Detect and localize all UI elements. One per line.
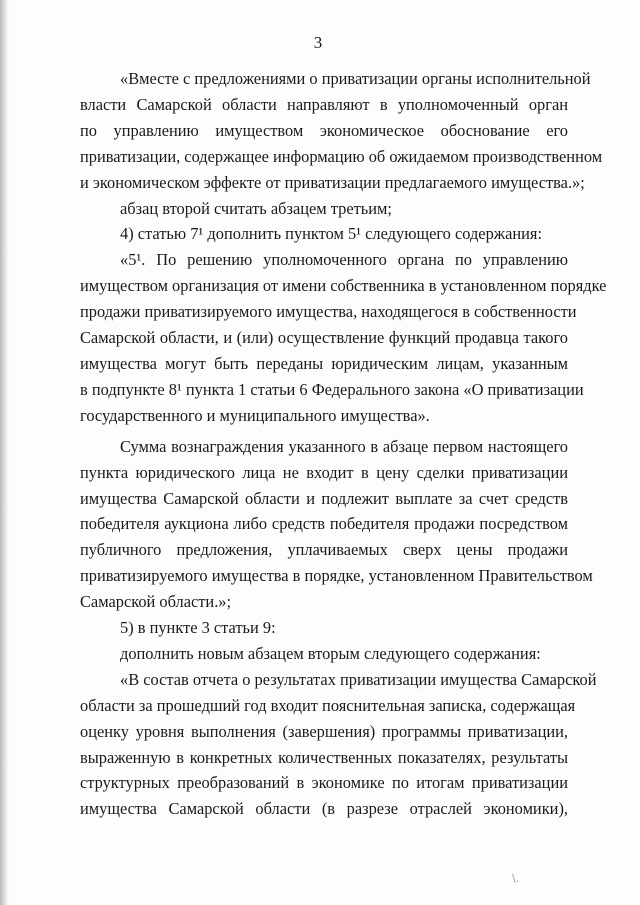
text-line: оценку уровня выполнения (завершения) программы приватизации,	[80, 721, 568, 741]
paragraph-proposals	[80, 66, 603, 196]
paragraph-report	[80, 667, 597, 822]
text-line: пункта юридического лица не входит в цену сделки приватизации	[80, 462, 568, 482]
scan-edge-shadow	[0, 0, 9, 905]
text-line: абзац второй считать абзацем третьим;	[120, 198, 392, 218]
text-line: публичного предложения, уплачиваемых сверх цены продажи	[80, 540, 568, 560]
text-line: приватизации, содержащее информацию об ожидаемом производственном	[80, 146, 603, 166]
text-line: 5) в пункте 3 статьи 9:	[120, 618, 276, 638]
page-number: 3	[313, 33, 323, 52]
paragraph-second-abzac	[80, 196, 568, 222]
text-line: победителя аукциона либо средств победителя продажи посредством	[80, 514, 568, 534]
paragraph-add-abzac	[80, 641, 568, 667]
text-line: «5¹. По решению уполномоченного органа по управлению	[120, 250, 568, 270]
text-line: имуществом организация от имени собственника в установленном порядке	[80, 276, 607, 296]
text-line: имущества Самарской области и подлежит выплате за счет средств	[80, 488, 568, 508]
text-line: имущества Самарской области (в разрезе отраслей экономики),	[80, 799, 568, 819]
text-line: Самарской области, и (или) осуществление функций продавца такого	[80, 328, 568, 348]
document-body	[80, 66, 607, 822]
paragraph-item-5	[80, 615, 568, 641]
text-line: Самарской области.»;	[80, 592, 232, 612]
text-line: имущества могут быть переданы юридическим лицам, указанным	[80, 353, 568, 373]
text-line: власти Самарской области направляют в уполномоченный орган	[80, 94, 568, 114]
text-line: выраженную в конкретных количественных показателях, результаты	[80, 747, 568, 767]
text-line: дополнить новым абзацем вторым следующего содержания:	[120, 643, 541, 663]
text-line: и экономическом эффекте от приватизации предлагаемого имущества.»;	[80, 172, 585, 192]
text-line: структурных преобразований в экономике по итогам приватизации	[80, 773, 568, 793]
scan-artifact-mark: \.	[512, 872, 520, 885]
text-line: Сумма вознаграждения указанного в абзаце первом настоящего	[120, 436, 568, 456]
text-line: «В состав отчета о результатах приватизации имущества Самарской	[120, 669, 597, 689]
text-line: государственного и муниципального имущества».	[80, 405, 430, 425]
paragraph-item-4	[80, 221, 568, 247]
paragraph-remuneration	[80, 434, 593, 615]
text-line: 4) статью 7¹ дополнить пунктом 5¹ следующего содержания:	[120, 224, 543, 244]
text-line: по управлению имуществом экономическое обоснование его	[80, 120, 568, 140]
text-line: области за прошедший год входит пояснительная записка, содержащая	[80, 695, 576, 715]
text-line: «Вместе с предложениями о приватизации органы исполнительной	[120, 69, 591, 88]
text-line: в подпункте 8¹ пункта 1 статьи 6 Федерального закона «О приватизации	[80, 379, 584, 399]
text-line: продажи приватизируемого имущества, находящегося в собственности	[80, 302, 577, 322]
paragraph-point-5-1	[80, 247, 607, 428]
text-line: приватизируемого имущества в порядке, установленном Правительством	[80, 566, 593, 586]
